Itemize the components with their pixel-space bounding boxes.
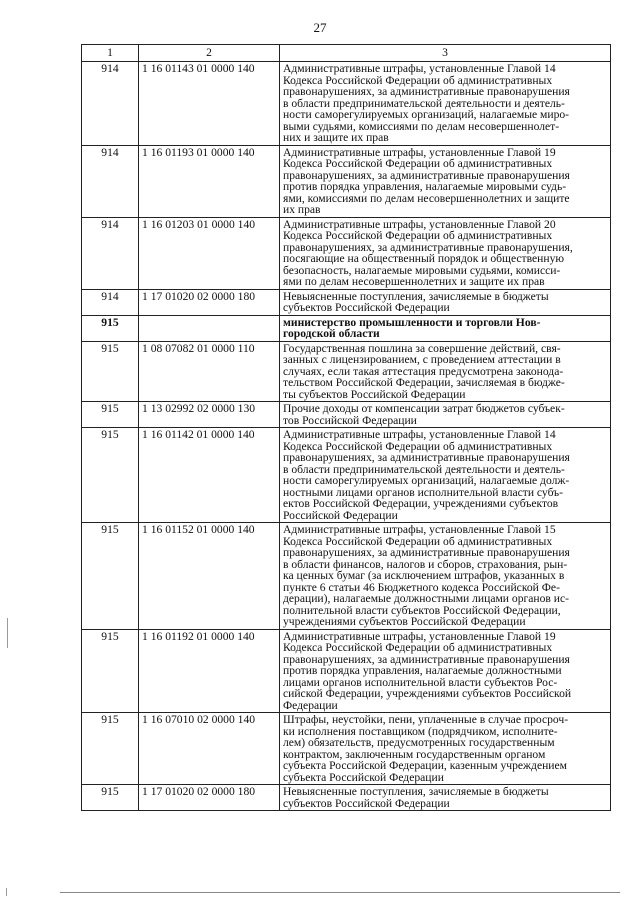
admin-code-cell: 914: [82, 217, 139, 289]
header-col-3: 3: [280, 45, 611, 62]
description-line: Кодекса Российской Федерации об административных: [283, 73, 553, 87]
description-line: субъектов Российской Федерации: [283, 796, 450, 810]
table-row: [82, 217, 611, 289]
admin-code-cell: 914: [82, 62, 139, 146]
description-line: ностными лицами органов исполнительной власти субъ-: [283, 485, 564, 499]
description-line: тельством Российской Федерации, зачисляемая в бюдже-: [283, 376, 565, 389]
admin-code-cell: 915: [82, 629, 139, 713]
admin-code-cell: 915: [82, 402, 139, 428]
description-line: ности саморегулируемых организаций, налагаемые миро-: [283, 108, 570, 121]
description-line: их прав: [283, 203, 321, 216]
description-line: занных с лицензированием, с проведением аттестации в: [283, 353, 561, 366]
description-cell: [280, 62, 611, 146]
description-line: сийской Федерации, учреждениями субъектов Российской: [283, 687, 572, 700]
admin-code-cell: 915: [82, 428, 139, 523]
description-line: правонарушениях, за административные правонарушения: [283, 451, 570, 464]
kbk-code-cell: 1 16 01142 01 0000 140: [139, 428, 280, 523]
description-line: Кодекса Российской Федерации об административных: [283, 229, 553, 242]
description-line: безопасность, налагаемые мировыми судьями, комисси-: [283, 263, 561, 277]
description-line: Кодекса Российской Федерации об административных: [283, 534, 553, 548]
kbk-code-cell: 1 17 01020 02 0000 180: [139, 289, 280, 315]
description-line: правонарушениях, за административные правонарушения,: [283, 240, 573, 254]
description-cell: [280, 341, 611, 402]
description-line: ки исполнения поставщиком (подрядчиком, исполните-: [283, 724, 558, 738]
description-line: ка ценных бумаг (за исключением штрафов, указанных в: [283, 569, 565, 582]
description-line: ектов Российской Федерации, учреждениями субъектов: [283, 497, 559, 510]
description-line: министерство промышленности и торговли Нов-: [283, 315, 541, 329]
description-line: Кодекса Российской Федерации об административных: [283, 641, 553, 654]
description-line: субъекта Российской Федерации: [283, 770, 444, 784]
description-cell: [280, 217, 611, 289]
description-line: Невыясненные поступления, зачисляемые в бюджеты: [283, 785, 549, 798]
description-line: пункте 6 статьи 46 Бюджетного кодекса Российской Фе-: [283, 580, 560, 594]
kbk-code-cell: 1 16 01143 01 0000 140: [139, 62, 280, 146]
table-row: [82, 629, 611, 713]
table-row: [82, 713, 611, 785]
admin-code-cell: 914: [82, 145, 139, 217]
description-line: тов Российской Федерации: [283, 413, 417, 427]
page-number: 27: [313, 20, 327, 35]
table-row: [82, 523, 611, 630]
description-line: правонарушениях, за административные правонарушения: [283, 85, 570, 98]
description-line: Административные штрафы, установленные Главой 20: [283, 217, 556, 231]
description-line: них и защите их прав: [283, 131, 389, 144]
table-row: [82, 315, 611, 341]
kbk-code-cell: 1 16 01193 01 0000 140: [139, 145, 280, 217]
description-line: правонарушениях, за административные правонарушения: [283, 168, 570, 182]
description-cell: [280, 785, 611, 811]
description-line: Административные штрафы, установленные Главой 14: [283, 62, 556, 75]
table-row: [82, 145, 611, 217]
kbk-code-cell: 1 17 01020 02 0000 180: [139, 785, 280, 811]
description-line: лем) обязательств, предусмотренных государственным: [283, 736, 555, 749]
description-line: против порядка управления, налагаемые мировыми судь-: [283, 180, 567, 193]
table-header-row: [82, 45, 611, 62]
description-line: Российской Федерации: [283, 508, 398, 522]
description-line: городской области: [283, 327, 380, 340]
description-line: Административные штрафы, установленные Главой 19: [283, 145, 556, 159]
kbk-code-cell: 1 16 01203 01 0000 140: [139, 217, 280, 289]
admin-code-cell: 915: [82, 341, 139, 402]
description-line: Прочие доходы от компенсации затрат бюджетов субъек-: [283, 402, 565, 415]
admin-code-cell: 915: [82, 315, 139, 341]
description-line: Федерации: [283, 698, 338, 712]
admin-code-cell: 915: [82, 523, 139, 630]
description-line: Административные штрафы, установленные Главой 15: [283, 523, 556, 536]
scan-artifact-bottom: [60, 892, 620, 893]
scan-artifact-left: [7, 618, 8, 648]
description-cell: [280, 523, 611, 630]
description-cell: [280, 402, 611, 428]
description-line: правонарушениях, за административные правонарушения: [283, 652, 570, 666]
description-line: выми судьями, комиссиями по делам несовершеннолет-: [283, 119, 560, 133]
table-row: [82, 428, 611, 523]
description-line: ями по делам несовершеннолетних и защите их прав: [283, 275, 545, 288]
description-line: учреждениями субъектов Российской Федерации: [283, 615, 526, 628]
kbk-code-cell: [139, 315, 280, 341]
admin-code-cell: 915: [82, 785, 139, 811]
table-row: [82, 785, 611, 811]
description-line: ты субъектов Российской Федерации: [283, 387, 466, 401]
description-line: лицами органов исполнительной власти субъектов Рос-: [283, 675, 558, 689]
description-line: в области финансов, налогов и сборов, страхования, рын-: [283, 557, 568, 571]
description-line: полнительной власти субъектов Российской Федерации,: [283, 603, 561, 617]
description-line: случаях, если такая аттестация предусмотрена законода-: [283, 364, 564, 378]
description-cell: [280, 428, 611, 523]
description-line: в области предпринимательской деятельности и деятель-: [283, 96, 565, 110]
table-row: [82, 62, 611, 146]
description-line: Административные штрафы, установленные Главой 19: [283, 629, 556, 643]
description-line: Штрафы, неустойки, пени, уплаченные в случае просроч-: [283, 713, 569, 726]
description-line: Невыясненные поступления, зачисляемые в бюджеты: [283, 289, 549, 303]
table-row: [82, 289, 611, 315]
description-line: субъекта Российской Федерации, казенным учреждением: [283, 759, 567, 772]
description-line: правонарушениях, за административные правонарушения: [283, 546, 570, 559]
admin-code-cell: 915: [82, 713, 139, 785]
description-line: в области предпринимательской деятельности и деятель-: [283, 462, 565, 476]
description-line: субъектов Российской Федерации: [283, 301, 450, 314]
description-cell: [280, 629, 611, 713]
description-line: против порядка управления, налагаемые должностными: [283, 664, 562, 677]
scan-artifact-left-2: [6, 888, 7, 896]
description-line: Кодекса Российской Федерации об административных: [283, 439, 553, 453]
header-col-1: 1: [82, 45, 139, 62]
description-line: ями, комиссиями по делам несовершеннолетних и защите: [283, 191, 570, 205]
header-col-2: 2: [139, 45, 280, 62]
description-line: дерации), налагаемые должностными лицами органов ис-: [283, 592, 569, 605]
table-row: [82, 402, 611, 428]
kbk-code-cell: 1 16 01152 01 0000 140: [139, 523, 280, 630]
description-line: Государственная пошлина за совершение действий, свя-: [283, 341, 561, 355]
description-cell: [280, 145, 611, 217]
description-cell: [280, 713, 611, 785]
kbk-code-cell: 1 16 07010 02 0000 140: [139, 713, 280, 785]
revenue-codes-table: [81, 44, 611, 811]
table-row: [82, 341, 611, 402]
kbk-code-cell: 1 08 07082 01 0000 110: [139, 341, 280, 402]
description-cell: [280, 289, 611, 315]
description-line: ности саморегулируемых организаций, налагаемые долж-: [283, 474, 570, 487]
kbk-code-cell: 1 13 02992 02 0000 130: [139, 402, 280, 428]
description-cell: [280, 315, 611, 341]
description-line: посягающие на общественный порядок и общественную: [283, 252, 565, 265]
kbk-code-cell: 1 16 01192 01 0000 140: [139, 629, 280, 713]
admin-code-cell: 914: [82, 289, 139, 315]
description-line: Административные штрафы, установленные Главой 14: [283, 428, 556, 441]
description-line: Кодекса Российской Федерации об административных: [283, 157, 553, 170]
description-line: контрактом, заключенным государственным органом: [283, 747, 546, 761]
